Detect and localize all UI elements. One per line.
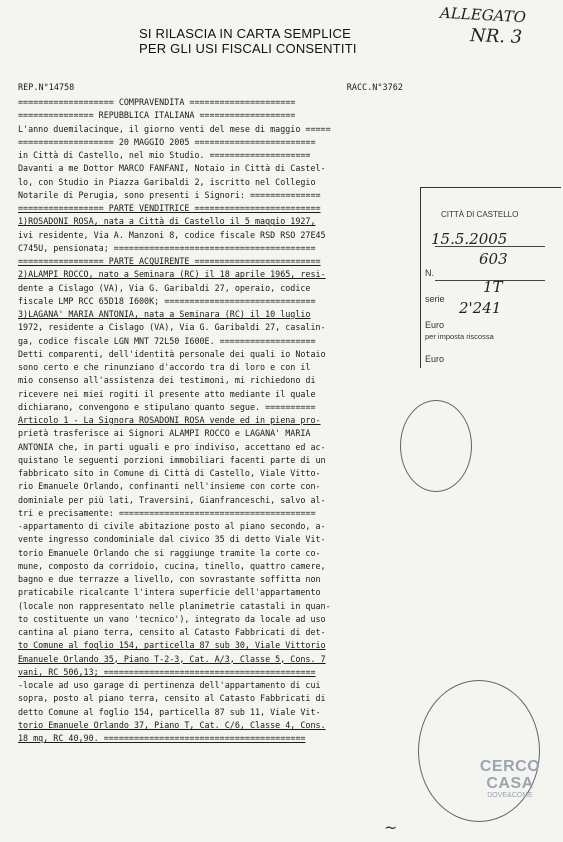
watermark-logo: [470, 758, 550, 828]
stamp-date: 15.5.2005: [431, 230, 508, 248]
deed-line: Emanuele Orlando 35, Piano T-2-3, Cat. A/3, Classe 5, Cons. 7: [18, 653, 326, 664]
deed-line: sopra, posto al piano terra, censito al Catasto Fabbricati di: [18, 693, 326, 704]
raccolta-number: RACC.N°3762: [346, 83, 403, 93]
stamp-euro-note: per imposta riscossa: [425, 332, 494, 341]
deed-line: cantina al piano terra, censito al Catasto Fabbricati di det-: [18, 627, 326, 637]
deed-line: fabbricato sito in Comune di Città di Castello, Viale Vitto-: [18, 468, 321, 478]
deed-line: Davanti a me Dottor MARCO FANFANI, Notaio in Città di Castel-: [18, 163, 326, 174]
deed-line: torio Emanuele Orlando 37, Piano T, Cat. C/6, Classe 4, Cons.: [18, 719, 326, 730]
reference-line: [18, 83, 403, 93]
deed-line: dente a Cislago (VA), Via G. Garibaldi 27, operaio, codice: [18, 282, 311, 293]
deed-line: vani, RC 506,13; ==========================================: [18, 666, 316, 677]
deed-line: to Comune al foglio 154, particella 87 sub 30, Viale Vittorio: [18, 640, 326, 651]
deed-line: praticabile ricalcante l'intera superficie dell'appartamento: [18, 587, 321, 598]
stamp-euro2-label: Euro: [425, 354, 445, 364]
stamp-office: CITTÀ DI CASTELLO: [441, 210, 519, 219]
deed-line: 2)ALAMPI ROCCO, nato a Seminara (RC) il 18 aprile 1965, resi-: [18, 269, 326, 280]
deed-body: [18, 96, 410, 745]
deed-line: -locale ad uso garage di pertinenza dell'appartamento di cui: [18, 680, 321, 690]
deed-line: 1)ROSADONI ROSA, nata a Città di Castello il 5 maggio 1927,: [18, 216, 316, 227]
notary-seal-upper: [400, 400, 472, 492]
deed-line: to costituente un vano 'tecnico'), integrato da locale ad uso: [18, 613, 326, 624]
deed-line: vente ingresso condominiale dal civico 35 di detto Viale Vit-: [18, 534, 326, 545]
deed-line: dominiale per più lati, Traversini, Gianfranceschi, salvo al-: [18, 494, 326, 505]
deed-line: fiscale LMP RCC 65D18 I600K; ==============================: [18, 295, 316, 306]
deed-line: quistano le seguenti porzioni immobiliari facenti parte di un: [18, 454, 326, 465]
deed-line: ricevere nei miei rogiti il presente atto mediante il quale: [18, 388, 316, 399]
deed-line: 18 mq, RC 40,90. ========================================: [18, 733, 306, 743]
deed-line: 1972, residente a Cislago (VA), Via G. Garibaldi 27, casalin-: [18, 322, 326, 333]
repertorio-number: REP.N°14758: [18, 83, 75, 93]
deed-line: in Città di Castello, nel mio Studio. ====================: [18, 150, 311, 160]
deed-line: dichiarano, convengono e stipulano quanto segue. ==========: [18, 401, 316, 412]
deed-line: ANTONIA che, in parti uguali e pro indiviso, accettano ed ac-: [18, 441, 326, 452]
stamp-n-value: 603: [479, 250, 508, 268]
deed-line: tri e precisamente: =======================================: [18, 507, 316, 518]
logo-text: CERCO CASA: [479, 758, 541, 792]
deed-line: mune, composto da corridoio, cucina, tinello, quattro camere,: [18, 560, 326, 571]
logo-tagline: DOVE&COME: [487, 792, 533, 799]
deed-line: L'anno duemilacinque, il giorno venti del mese di maggio =====: [18, 123, 331, 134]
stamp-euro-label: Euro: [425, 320, 445, 330]
deed-line: sono certo e che rinunziano d'accordo tra di loro e con il: [18, 362, 311, 372]
deed-line: =================== 20 MAGGIO 2005 ========================: [18, 136, 316, 147]
stamp-serie-value: 1T: [483, 278, 503, 296]
deed-line: detto Comune al foglio 154, particella 87 sub 11, Viale Vit-: [18, 706, 321, 717]
deed-line: mio consenso all'assistenza dei testimoni, mi richiedono di: [18, 375, 316, 386]
deed-line: Articolo 1 - La Signora ROSADONI ROSA vende ed in piena pro-: [18, 415, 321, 425]
deed-line: C745U, pensionata; ========================================: [18, 242, 316, 253]
deed-line: -appartamento di civile abitazione posto al piano secondo, a-: [18, 521, 326, 531]
deed-line: ================= PARTE VENDITRICE =========================: [18, 203, 321, 213]
deed-line: bagno e due terrazze a livello, con sovrastante soffitta non: [18, 574, 321, 584]
deed-line: Notarile di Perugia, sono presenti i Signori: ==============: [18, 189, 321, 200]
signature-mark: ~: [384, 818, 398, 837]
registration-stamp: [420, 187, 561, 368]
deed-line: =================== COMPRAVENDITA =====================: [18, 97, 296, 107]
document-header: [139, 26, 357, 56]
handwritten-number: NR. 3: [469, 25, 523, 48]
stamp-line: [435, 246, 545, 247]
deed-line: 3)LAGANA' MARIA ANTONIA, nata a Seminara (RC) il 10 luglio: [18, 309, 311, 319]
deed-line: lo, con Studio in Piazza Garibaldi 2, iscritto nel Collegio: [18, 176, 316, 187]
stamp-euro-value: 2'241: [459, 299, 502, 317]
deed-line: torio Emanuele Orlando che si raggiunge tramite la corte co-: [18, 547, 321, 558]
deed-line: ivi residente, Via A. Manzoni 8, codice fiscale RSD RSO 27E45: [18, 229, 326, 240]
header-line-1: SI RILASCIA IN CARTA SEMPLICE: [139, 26, 351, 41]
deed-line: =============== REPUBBLICA ITALIANA ===================: [18, 110, 296, 121]
handwritten-allegato: ALLEGATO: [439, 3, 527, 27]
stamp-n-label: N.: [425, 268, 434, 278]
deed-line: ga, codice fiscale LGN MNT 72L50 I600E. ===================: [18, 335, 316, 346]
stamp-serie-label: serie: [425, 294, 445, 304]
header-line-2: PER GLI USI FISCALI CONSENTITI: [139, 41, 357, 56]
deed-line: prietà trasferisce ai Signori ALAMPI ROCCO e LAGANA' MARIA: [18, 428, 311, 439]
deed-line: (locale non rappresentato nelle planimetrie catastali in quan-: [18, 600, 331, 611]
deed-line: Detti comparenti, dell'identità personale dei quali io Notaio: [18, 348, 326, 359]
deed-line: rio Emanuele Orlando, confinanti nell'insieme con corte con-: [18, 481, 321, 492]
deed-line: ================= PARTE ACQUIRENTE =========================: [18, 256, 321, 266]
